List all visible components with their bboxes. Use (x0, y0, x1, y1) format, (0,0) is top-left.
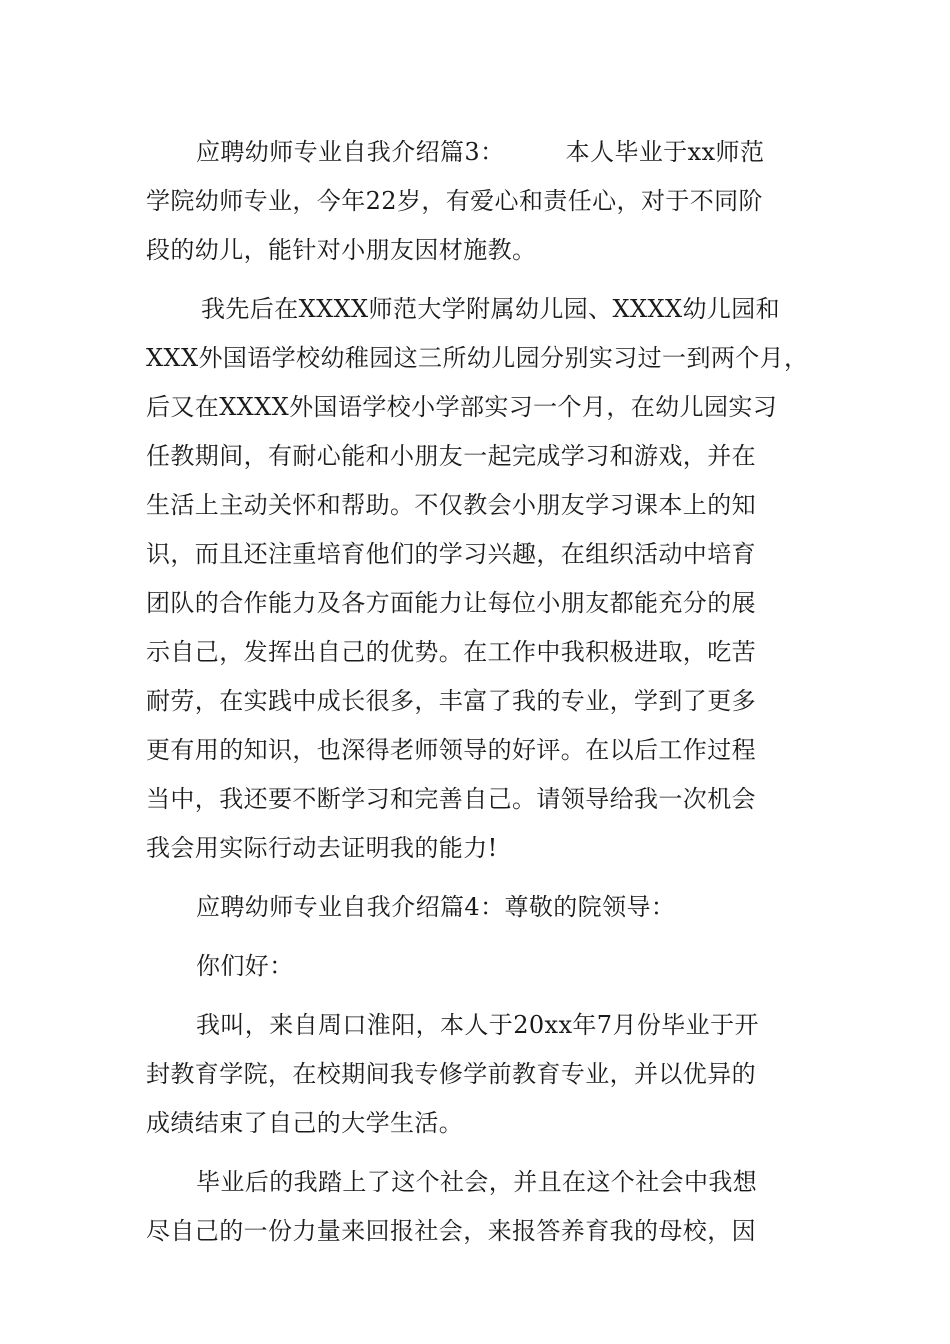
text-line: 我叫，来自周口淮阳，本人于20xx年7月份毕业于开 (196, 1011, 759, 1039)
paragraph-greeting (146, 942, 810, 991)
text-line: 应聘幼师专业自我介绍篇4：尊敬的院领导： (196, 893, 676, 921)
text-line: 团队的合作能力及各方面能力让每位小朋友都能充分的展 (146, 589, 756, 617)
text-line: 生活上主动关怀和帮助。不仅教会小朋友学习课本上的知 (146, 491, 756, 519)
text-line: 识，而且还注重培育他们的学习兴趣，在组织活动中培育 (146, 540, 756, 568)
text-line: 毕业后的我踏上了这个社会，并且在这个社会中我想 (196, 1168, 758, 1196)
text-line: 成绩结束了自己的大学生活。 (146, 1109, 464, 1137)
document-body (146, 128, 810, 1256)
text-line: 应聘幼师专业自我介绍篇3： 本人毕业于xx师范 (196, 138, 765, 166)
paragraph-internship (146, 285, 810, 873)
text-line: 你们好： (196, 952, 294, 980)
paragraph-after-graduation (146, 1158, 810, 1256)
text-line: 封教育学院，在校期间我专修学前教育专业，并以优异的 (146, 1060, 756, 1088)
text-line: 我会用实际行动去证明我的能力! (146, 834, 498, 862)
paragraph-intro-4-heading (146, 883, 810, 932)
text-line: 耐劳，在实践中成长很多，丰富了我的专业，学到了更多 (146, 687, 756, 715)
paragraph-intro-3 (146, 128, 810, 275)
paragraph-self-intro (146, 1001, 810, 1148)
text-line: 我先后在XXXX师范大学附属幼儿园、XXXX幼儿园和 (201, 295, 781, 323)
text-line: 学院幼师专业，今年22岁，有爱心和责任心，对于不同阶 (146, 187, 763, 215)
text-line: 更有用的知识，也深得老师领导的好评。在以后工作过程 (146, 736, 756, 764)
text-line: XXX外国语学校幼稚园这三所幼儿园分别实习过一到两个月， (146, 344, 809, 372)
text-line: 任教期间，有耐心能和小朋友一起完成学习和游戏，并在 (146, 442, 756, 470)
text-line: 段的幼儿，能针对小朋友因材施教。 (146, 236, 537, 264)
text-line: 后又在XXXX外国语学校小学部实习一个月，在幼儿园实习 (146, 393, 778, 421)
text-line: 当中，我还要不断学习和完善自己。请领导给我一次机会 (146, 785, 756, 813)
text-line: 尽自己的一份力量来回报社会，来报答养育我的母校，因 (146, 1217, 756, 1245)
text-line: 示自己，发挥出自己的优势。在工作中我积极进取，吃苦 (146, 638, 756, 666)
